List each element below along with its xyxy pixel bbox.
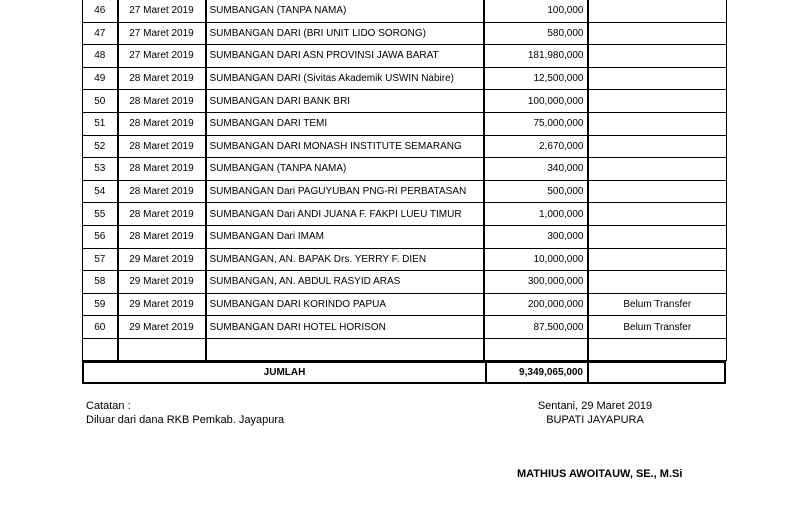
row-note: [588, 180, 727, 203]
row-amount: 340,000: [484, 158, 588, 181]
table-row: [83, 67, 727, 90]
blank-cell: [206, 338, 484, 360]
table-row: [83, 271, 727, 294]
row-note: [588, 67, 727, 90]
row-amount: 300,000: [484, 225, 588, 248]
row-number: 57: [83, 248, 118, 271]
table-row: [83, 158, 727, 181]
row-amount: 1,000,000: [484, 203, 588, 226]
table-row: [83, 225, 727, 248]
row-note: [588, 248, 727, 271]
row-amount: 87,500,000: [484, 316, 588, 339]
row-description: SUMBANGAN DARI KORINDO PAPUA: [206, 293, 484, 316]
row-number: 50: [83, 90, 118, 113]
row-description: SUMBANGAN Dari PAGUYUBAN PNG-RI PERBATASAN: [206, 180, 484, 203]
row-amount: 300,000,000: [484, 271, 588, 294]
row-amount: 75,000,000: [484, 112, 588, 135]
table-row: [83, 22, 727, 45]
row-number: 48: [83, 45, 118, 68]
row-date: 29 Maret 2019: [118, 271, 206, 294]
row-date: 28 Maret 2019: [118, 203, 206, 226]
row-number: 58: [83, 271, 118, 294]
row-description: SUMBANGAN DARI TEMI: [206, 112, 484, 135]
table-row: [83, 0, 727, 22]
blank-cell: [484, 338, 588, 360]
row-amount: 2,670,000: [484, 135, 588, 158]
row-description: SUMBANGAN, AN. BAPAK Drs. YERRY F. DIEN: [206, 248, 484, 271]
row-number: 54: [83, 180, 118, 203]
row-description: SUMBANGAN Dari ANDI JUANA F. FAKPI LUEU TIMUR: [206, 203, 484, 226]
donation-table: [82, 0, 727, 361]
total-row: [82, 360, 726, 384]
row-note: [588, 22, 727, 45]
row-amount: 500,000: [484, 180, 588, 203]
table-row: [83, 203, 727, 226]
row-description: SUMBANGAN (TANPA NAMA): [206, 0, 484, 22]
row-number: 52: [83, 135, 118, 158]
row-description: SUMBANGAN DARI HOTEL HORISON: [206, 316, 484, 339]
row-description: SUMBANGAN DARI (BRI UNIT LIDO SORONG): [206, 22, 484, 45]
row-note: [588, 225, 727, 248]
row-date: 27 Maret 2019: [118, 22, 206, 45]
row-date: 28 Maret 2019: [118, 135, 206, 158]
row-number: 53: [83, 158, 118, 181]
row-number: 56: [83, 225, 118, 248]
row-amount: 580,000: [484, 22, 588, 45]
row-note: [588, 158, 727, 181]
row-date: 27 Maret 2019: [118, 0, 206, 22]
row-number: 49: [83, 67, 118, 90]
row-amount: 10,000,000: [484, 248, 588, 271]
row-note: [588, 135, 727, 158]
row-number: 51: [83, 112, 118, 135]
row-date: 28 Maret 2019: [118, 180, 206, 203]
row-description: SUMBANGAN DARI (Sivitas Akademik USWIN Nabire): [206, 67, 484, 90]
row-number: 59: [83, 293, 118, 316]
row-date: 28 Maret 2019: [118, 158, 206, 181]
total-value: 9,349,065,000: [485, 363, 589, 382]
table-row: [83, 135, 727, 158]
row-number: 46: [83, 0, 118, 22]
row-date: 29 Maret 2019: [118, 316, 206, 339]
row-date: 29 Maret 2019: [118, 293, 206, 316]
row-amount: 12,500,000: [484, 67, 588, 90]
row-note: [588, 45, 727, 68]
blank-cell: [588, 338, 727, 360]
row-date: 29 Maret 2019: [118, 248, 206, 271]
row-amount: 100,000,000: [484, 90, 588, 113]
row-amount: 181,980,000: [484, 45, 588, 68]
total-label: JUMLAH: [84, 363, 487, 382]
row-note: [588, 203, 727, 226]
blank-cell: [118, 338, 206, 360]
donation-table-body: [83, 0, 727, 360]
table-row: [83, 180, 727, 203]
row-number: 55: [83, 203, 118, 226]
table-row: [83, 112, 727, 135]
signature-place-date: Sentani, 29 Maret 2019: [537, 400, 653, 412]
row-date: 28 Maret 2019: [118, 90, 206, 113]
blank-row: [83, 338, 727, 360]
row-date: 27 Maret 2019: [118, 45, 206, 68]
row-date: 28 Maret 2019: [118, 225, 206, 248]
row-note: [588, 0, 727, 22]
row-note: Belum Transfer: [588, 293, 727, 316]
row-description: SUMBANGAN (TANPA NAMA): [206, 158, 484, 181]
table-row: [83, 45, 727, 68]
row-description: SUMBANGAN Dari IMAM: [206, 225, 484, 248]
notes-text: Diluar dari dana RKB Pemkab. Jayapura: [86, 414, 285, 426]
table-row: [83, 293, 727, 316]
row-number: 47: [83, 22, 118, 45]
notes-block: [86, 399, 284, 427]
row-description: SUMBANGAN, AN. ABDUL RASYID ARAS: [206, 271, 484, 294]
signature-title: BUPATI JAYAPURA: [546, 414, 644, 426]
row-note: [588, 271, 727, 294]
table-row: [83, 90, 727, 113]
notes-heading: Catatan :: [86, 400, 131, 412]
row-amount: 200,000,000: [484, 293, 588, 316]
row-note: [588, 112, 727, 135]
row-date: 28 Maret 2019: [118, 112, 206, 135]
row-number: 60: [83, 316, 118, 339]
row-note: Belum Transfer: [588, 316, 727, 339]
blank-cell: [83, 338, 118, 360]
official-name: MATHIUS AWOITAUW, SE., M.Si: [517, 468, 683, 480]
table-row: [83, 248, 727, 271]
row-amount: 100,000: [484, 0, 588, 22]
row-description: SUMBANGAN DARI ASN PROVINSI JAWA BARAT: [206, 45, 484, 68]
row-description: SUMBANGAN DARI BANK BRI: [206, 90, 484, 113]
row-date: 28 Maret 2019: [118, 67, 206, 90]
row-description: SUMBANGAN DARI MONASH INSTITUTE SEMARANG: [206, 135, 484, 158]
table-row: [83, 316, 727, 339]
signature-block: [520, 399, 670, 427]
row-note: [588, 90, 727, 113]
